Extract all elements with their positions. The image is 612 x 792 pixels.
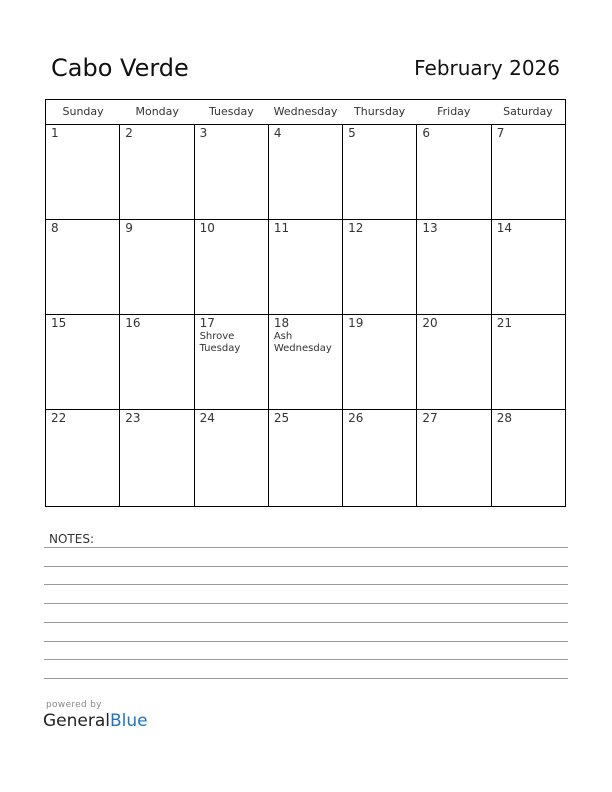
weekday-wednesday: Wednesday [273,105,338,118]
day-number: 8 [51,221,59,235]
day-cell [120,410,194,506]
day-cell [417,410,491,506]
day-number: 14 [496,221,512,235]
holiday-label: Ash Wednesday [273,331,332,354]
notes-line [44,622,568,623]
day-number: 26 [348,411,364,425]
day-cell [120,220,194,314]
page-title-country: Cabo Verde [51,54,189,82]
week-row-3 [46,315,565,410]
day-cell [492,410,565,506]
notes-line [44,659,568,660]
day-number: 25 [273,411,290,425]
brand-blue: Blue [110,711,148,731]
day-number: 24 [199,411,215,425]
weekday-monday: Monday [135,105,179,118]
powered-by-text: powered by [46,700,102,710]
day-cell [417,125,491,219]
day-number: 21 [496,316,512,330]
day-number: 19 [348,316,364,330]
day-cell [269,220,343,314]
day-number: 4 [273,126,282,140]
day-cell [46,410,120,506]
week-row-1 [46,125,565,220]
day-number: 15 [51,316,67,330]
day-cell [492,220,565,314]
day-cell [343,315,417,409]
notes-line [44,641,568,642]
day-cell [417,315,491,409]
notes-line [44,603,568,604]
day-number: 3 [199,126,208,140]
holiday-label: Shrove Tuesday [199,331,241,354]
weekday-friday: Friday [437,105,471,118]
brand-general: General [43,711,110,731]
day-number: 10 [199,221,215,235]
calendar-grid [45,99,566,507]
day-cell [46,220,120,314]
day-cell [195,410,269,506]
day-cell [343,410,417,506]
day-cell [269,315,343,409]
notes-label: NOTES: [49,532,94,546]
day-cell [269,410,343,506]
day-number: 17 [199,316,215,330]
day-number: 22 [51,411,67,425]
day-number: 16 [125,316,141,330]
day-number: 9 [125,221,133,235]
day-cell [269,125,343,219]
notes-line [44,547,568,548]
day-cell [492,125,565,219]
day-cell [343,125,417,219]
weekday-saturday: Saturday [503,105,553,118]
day-number: 7 [496,126,505,140]
weekday-header-row [46,100,565,125]
day-number: 20 [422,316,438,330]
day-cell [343,220,417,314]
day-cell [46,315,120,409]
notes-line [44,584,568,585]
weekday-sunday: Sunday [62,105,104,118]
notes-line [44,678,568,679]
day-number: 18 [273,316,290,330]
day-number: 13 [422,221,438,235]
day-number: 12 [348,221,364,235]
day-number: 6 [422,126,431,140]
weekday-tuesday: Tuesday [208,105,254,118]
brand-logo [43,711,148,731]
week-row-2 [46,220,565,315]
day-cell [492,315,565,409]
day-cell [120,125,194,219]
day-number: 1 [51,126,59,140]
day-cell [417,220,491,314]
day-cell [46,125,120,219]
day-cell [195,220,269,314]
notes-line [44,566,568,567]
weekday-thursday: Thursday [354,105,406,118]
day-number: 2 [125,126,133,140]
day-cell [195,125,269,219]
week-row-4 [46,410,565,506]
day-number: 23 [125,411,141,425]
day-cell [120,315,194,409]
day-cell [195,315,269,409]
day-number: 28 [496,411,512,425]
day-number: 11 [273,221,290,235]
day-number: 27 [422,411,438,425]
day-number: 5 [348,126,356,140]
page-title-month: February 2026 [414,56,560,80]
